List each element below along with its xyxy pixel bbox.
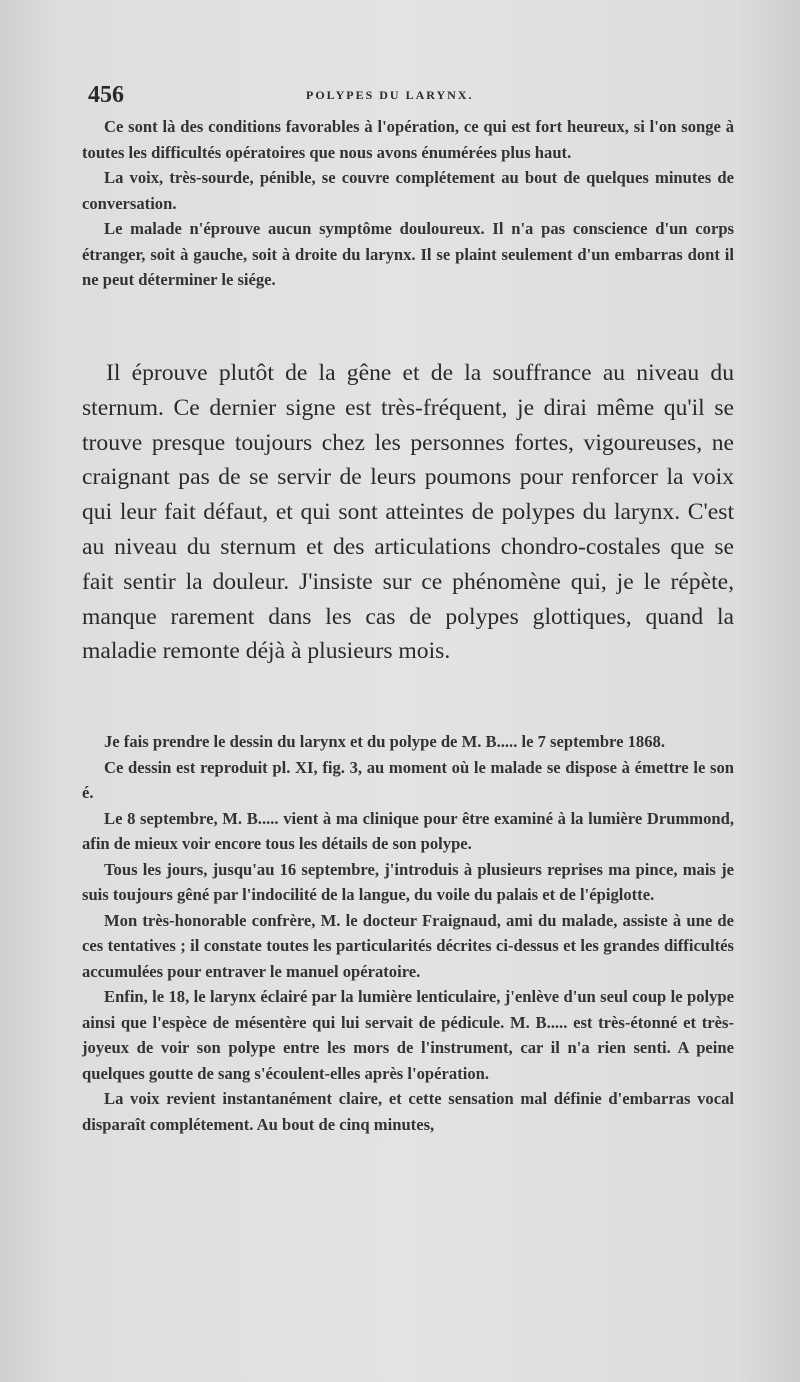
paragraph: Tous les jours, jusqu'au 16 septembre, j'introduis à plusieurs reprises ma pince, mais je suis toujours gêné par l'indocilité de la langue, du voile du palais et de l'épiglotte. [82,859,734,904]
paragraph: Enfin, le 18, le larynx éclairé par la lumière lenticulaire, j'enlève d'un seul coup le polype ainsi que l'espèce de mésentère qui lui servait de pédicule. M. B..... est très-étonné et très-joyeux de voir son polype entre les mors de l'instrument, car il n'a rien senti. A peine quelques goutte de sang s'écoulent-elles après l'opération. [82,987,734,1083]
bottom-text-block [82,729,734,1137]
paragraph: Ce dessin est reproduit pl. XI, fig. 3, au moment où le malade se dispose à émettre le son é. [82,757,734,802]
paragraph: Je fais prendre le dessin du larynx et du polype de M. B..... le 7 septembre 1868. [104,732,665,751]
paragraph: Il éprouve plutôt de la gêne et de la souffrance au niveau du sternum. Ce dernier signe est très-fréquent, je dirai même qu'il se trouve presque toujours chez les personnes fortes, vigoureuses, ne craignant pas de se servir de leurs poumons pour renforcer la voix qui leur fait défaut, et qui sont atteintes de polypes du larynx. C'est au niveau du sternum et des articulations chondro-costales que se fait sentir la douleur. J'insiste sur ce phénomène qui, je le répète, manque rarement dans les cas de polypes glottiques, quand la maladie remonte déjà à plusieurs mois. [82,360,734,665]
running-title: POLYPES DU LARYNX. [306,88,474,102]
page-header [88,82,728,112]
page-number: 456 [88,82,124,108]
paragraph: Mon très-honorable confrère, M. le docteur Fraignaud, ami du malade, assiste à une de ces tentatives ; il constate toutes les particularités décrites ci-dessus et les grandes difficultés accumulées pour entraver le manuel opératoire. [82,910,734,981]
paragraph: Le 8 septembre, M. B..... vient à ma clinique pour être examiné à la lumière Drummond, afin de mieux voir encore tous les détails de son polype. [82,808,734,853]
top-text-block [82,114,734,293]
paragraph: Le malade n'éprouve aucun symptôme douloureux. Il n'a pas conscience d'un corps étranger, soit à gauche, soit à droite du larynx. Il se plaint seulement d'un embarras dont il ne peut déterminer le siége. [82,219,734,289]
paragraph: La voix revient instantanément claire, et cette sensation mal définie d'embarras vocal disparaît complétement. Au bout de cinq minutes, [82,1089,734,1134]
paragraph: Ce sont là des conditions favorables à l'opération, ce qui est fort heureux, si l'on songe à toutes les difficultés opératoires que nous avons énumérées plus haut. [82,117,734,162]
main-text-block [82,356,734,669]
paragraph: La voix, très-sourde, pénible, se couvre complétement au bout de quelques minutes de conversation. [82,168,734,213]
